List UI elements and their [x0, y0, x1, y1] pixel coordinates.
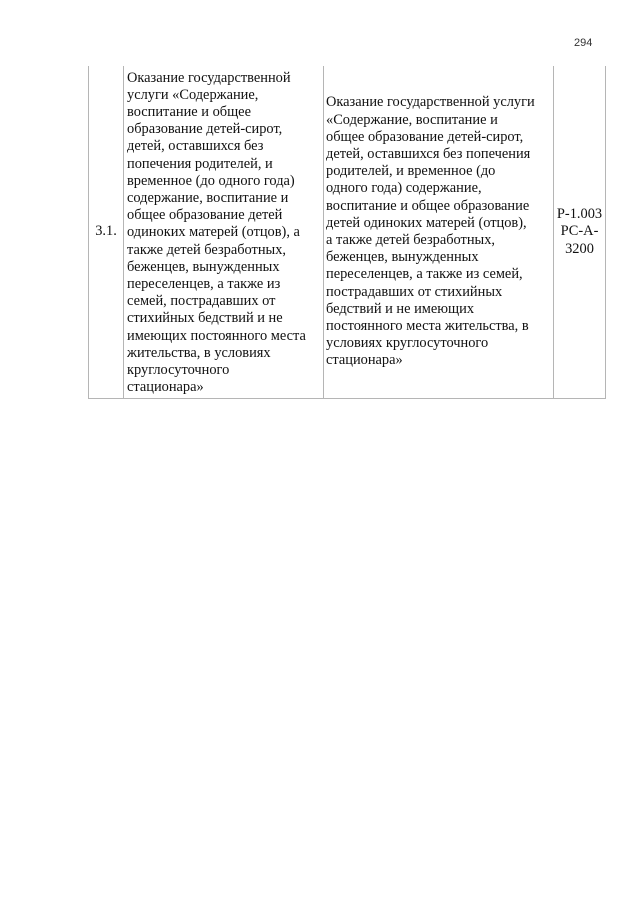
service-description-line: постоянного места жительства, в: [326, 318, 529, 335]
service-description-line: пострадавших от стихийных: [326, 283, 503, 300]
service-name-line: также детей безработных,: [127, 241, 287, 258]
services-table: [88, 66, 606, 399]
service-name-line: услуги «Содержание,: [127, 86, 259, 103]
service-name-line: переселенцев, а также из: [127, 276, 281, 292]
service-description-line: условиях круглосуточного: [326, 335, 489, 352]
service-name-line: попечения родителей, и: [127, 155, 273, 172]
service-description-cell: [324, 66, 554, 399]
service-code-line: Р-1.003: [556, 206, 603, 223]
service-name-line: беженцев, вынужденных: [127, 258, 280, 275]
service-description-line: воспитание и общее образование: [326, 197, 530, 214]
service-name-line: содержание, воспитание и: [127, 189, 289, 206]
service-name-line: круглосуточного: [127, 362, 230, 379]
service-name-line: воспитание и общее: [127, 103, 251, 120]
service-description-line: бедствий и не имеющих: [326, 300, 475, 317]
service-description-line: беженцев, вынужденных: [326, 249, 479, 266]
service-name-line: стационара»: [127, 379, 204, 396]
service-code-line: РС-А-: [560, 223, 599, 240]
service-name-line: образование детей-сирот,: [127, 121, 283, 138]
service-name-line: жительства, в условиях: [127, 344, 271, 361]
service-description-line: детей, оставшихся без попечения: [326, 145, 531, 162]
service-description-line: переселенцев, а также из семей,: [326, 266, 523, 283]
service-description-line: Оказание государственной услуги: [326, 94, 535, 111]
row-number-cell: 3.1.: [89, 66, 124, 399]
service-name-line: временное (до одного года): [127, 172, 295, 189]
table-row: [89, 66, 606, 399]
service-description-line: «Содержание, воспитание и: [326, 111, 498, 128]
service-name-cell: [124, 66, 324, 399]
service-name-line: стихийных бедствий и не: [127, 310, 283, 327]
service-name-line: одиноких матерей (отцов), а: [127, 224, 300, 241]
service-code-line: 3200: [565, 240, 594, 257]
service-name-line: детей, оставшихся без: [127, 138, 264, 155]
service-code-cell: [554, 66, 606, 399]
service-description-line: детей одиноких матерей (отцов),: [326, 214, 527, 231]
service-name-line: Оказание государственной: [127, 69, 291, 86]
service-description-line: стационара»: [326, 352, 403, 369]
page-number: 294: [574, 37, 593, 49]
service-description-line: общее образование детей-сирот,: [326, 128, 524, 145]
service-description-line: а также детей безработных,: [326, 232, 495, 248]
service-name-line: имеющих постоянного места: [127, 327, 306, 344]
service-name-line: семей, пострадавших от: [127, 293, 276, 310]
service-name-line: общее образование детей: [127, 207, 283, 224]
service-description-line: родителей, и временное (до: [326, 163, 496, 180]
service-description-line: одного года) содержание,: [326, 180, 482, 197]
